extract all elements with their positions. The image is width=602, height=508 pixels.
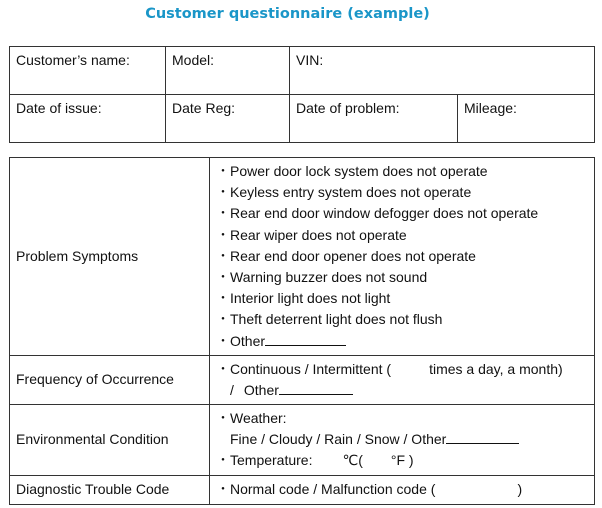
model-label: Model:: [172, 52, 215, 68]
date-reg-label: Date Reg:: [172, 100, 236, 116]
environment-options: [210, 405, 595, 476]
weather-line: [216, 408, 588, 429]
symptom-text: Keyless entry system does not operate: [230, 184, 472, 201]
temperature-label: Temperature:: [230, 452, 313, 469]
weather-options: Fine / Cloudy / Rain / Snow / Other: [230, 431, 447, 448]
temperature-line[interactable]: [216, 450, 588, 471]
table-row: [10, 405, 595, 476]
table-row: [10, 475, 595, 504]
bullet-icon: ・: [216, 481, 230, 498]
bullet-icon: ・: [216, 163, 230, 179]
symptom-item[interactable]: [216, 267, 588, 288]
dtc-options[interactable]: [210, 475, 595, 504]
model-field[interactable]: [166, 47, 290, 95]
customer-name-label: Customer’s name:: [16, 52, 130, 68]
bullet-icon: ・: [216, 410, 230, 427]
fahrenheit-unit: °F ): [390, 452, 414, 469]
frequency-label: Frequency of Occurrence: [10, 355, 210, 404]
customer-name-field[interactable]: [10, 47, 166, 95]
frequency-slash: /: [230, 381, 234, 398]
symptom-text: Rear wiper does not operate: [230, 226, 407, 243]
vin-label: VIN:: [296, 52, 324, 68]
problem-symptoms-list: [210, 158, 595, 356]
symptom-item-other[interactable]: [216, 331, 588, 352]
dtc-label: Diagnostic Trouble Code: [10, 475, 210, 504]
symptom-item[interactable]: [216, 182, 588, 203]
frequency-options: [210, 355, 595, 404]
symptom-item[interactable]: [216, 246, 588, 267]
mileage-label: Mileage:: [464, 100, 517, 116]
date-reg-field[interactable]: [166, 95, 290, 143]
symptom-item[interactable]: [216, 309, 588, 330]
symptom-text: Power door lock system does not operate: [230, 163, 488, 179]
bullet-icon: ・: [216, 184, 230, 201]
celsius-unit: ℃(: [342, 452, 363, 469]
bullet-icon: ・: [216, 290, 230, 307]
table-row: [10, 355, 595, 404]
symptom-text: Rear end door window defogger does not operate: [230, 205, 539, 222]
bullet-icon: ・: [216, 452, 230, 469]
mileage-field[interactable]: [458, 95, 595, 143]
frequency-line-2[interactable]: [216, 380, 588, 401]
bullet-icon: ・: [216, 332, 230, 349]
weather-other-blank-field[interactable]: [446, 429, 519, 444]
date-of-problem-field[interactable]: [290, 95, 458, 143]
problem-symptoms-label: Problem Symptoms: [10, 158, 210, 356]
weather-options-line[interactable]: [216, 429, 588, 450]
date-of-issue-field[interactable]: [10, 95, 166, 143]
other-blank-field[interactable]: [265, 331, 346, 346]
problem-details-table: [9, 157, 595, 505]
table-row: [10, 95, 595, 143]
frequency-continuous-text: Continuous / Intermittent (: [230, 360, 392, 377]
symptom-item[interactable]: [216, 203, 588, 224]
symptom-item[interactable]: [216, 161, 588, 182]
date-of-issue-label: Date of issue:: [16, 100, 102, 116]
environment-label: Environmental Condition: [10, 405, 210, 476]
bullet-icon: ・: [216, 360, 230, 377]
other-label: Other: [230, 332, 266, 349]
bullet-icon: ・: [216, 268, 230, 285]
symptom-item[interactable]: [216, 225, 588, 246]
symptom-text: Interior light does not light: [230, 290, 391, 307]
bullet-icon: ・: [216, 205, 230, 222]
symptom-text: Theft deterrent light does not flush: [230, 311, 443, 328]
bullet-icon: ・: [216, 247, 230, 264]
table-row: [10, 47, 595, 95]
symptom-text: Warning buzzer does not sound: [230, 268, 428, 285]
customer-info-table: [9, 46, 595, 143]
frequency-other-blank-field[interactable]: [279, 380, 353, 395]
dtc-line: [216, 479, 588, 500]
bullet-icon: ・: [216, 226, 230, 243]
frequency-line-1[interactable]: [216, 359, 588, 380]
symptom-item[interactable]: [216, 288, 588, 309]
dtc-text: Normal code / Malfunction code (: [230, 481, 436, 498]
table-row: [10, 158, 595, 356]
frequency-times-text: times a day, a month): [429, 360, 563, 377]
bullet-icon: ・: [216, 311, 230, 328]
page-title: Customer questionnaire (example): [145, 6, 430, 22]
dtc-close-paren: ): [517, 481, 523, 498]
symptom-text: Rear end door opener does not operate: [230, 247, 476, 264]
vin-field[interactable]: [290, 47, 595, 95]
weather-label: Weather:: [230, 410, 287, 427]
date-of-problem-label: Date of problem:: [296, 100, 400, 116]
frequency-other-label: Other: [243, 381, 279, 398]
